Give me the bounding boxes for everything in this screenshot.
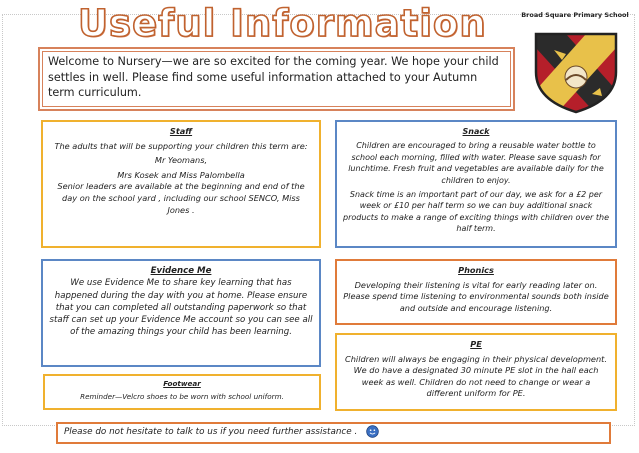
welcome-text: Welcome to Nursery—we are so excited for the coming year. We hope your child settles in well. Please find some useful information attached to your Autumn term curriculum. bbox=[48, 55, 499, 99]
snack-heading: Snack bbox=[462, 127, 490, 136]
school-name: Broad Square Primary School bbox=[521, 11, 629, 19]
phonics-text: Developing their listening is vital for early reading later on. Please spend time listening to environmental sounds both inside and outside and encourage listening. bbox=[343, 279, 609, 313]
staff-leaders: Senior leaders are available at the beginning and end of the day on the school yard , including our school SENCO, Miss Jones . bbox=[57, 181, 305, 215]
snack-box bbox=[335, 120, 617, 248]
page-title: Useful Information bbox=[78, 2, 487, 45]
school-crest-icon bbox=[526, 30, 626, 114]
pe-text: Children will always be engaging in their physical development. We do have a designated 30 minute PE slot in the hall each week as well. Children do not need to change or wear a different uniform for PE. bbox=[345, 353, 607, 399]
staff-assistants: Mrs Kosek and Miss Palombella bbox=[117, 169, 245, 180]
assistance-text: Please do not hesitate to talk to us if you need further assistance . bbox=[64, 427, 358, 437]
pe-box bbox=[335, 333, 617, 411]
staff-box bbox=[41, 120, 321, 248]
footwear-heading: Footwear bbox=[163, 379, 201, 388]
welcome-box bbox=[38, 47, 515, 111]
staff-teacher: Mr Yeomans, bbox=[154, 155, 208, 166]
phonics-box bbox=[335, 259, 617, 325]
assistance-box bbox=[56, 422, 611, 444]
evidence-me-text: We use Evidence Me to share key learning that has happened during the day with you at home. Please ensure that you can completed all outstanding paperwork so that staff can set up your Evidence Me account so you can see all of the amazing things your child has been learning. bbox=[49, 278, 313, 338]
staff-intro: The adults that will be supporting your children this term are: bbox=[54, 140, 308, 151]
evidence-me-heading: Evidence Me bbox=[150, 266, 212, 276]
footwear-text: Reminder—Velcro shoes to be worn with school uniform. bbox=[80, 392, 284, 401]
smiley-face-icon bbox=[366, 425, 379, 438]
pe-heading: PE bbox=[470, 339, 482, 349]
phonics-heading: Phonics bbox=[458, 265, 494, 275]
footwear-box bbox=[43, 374, 321, 410]
snack-para-2: Snack time is an important part of our day, we ask for a £2 per week or £10 per half term so we can buy additional snack products to make a range of exciting things with children over the half term. bbox=[343, 190, 609, 234]
evidence-me-box bbox=[41, 259, 321, 367]
staff-heading: Staff bbox=[169, 126, 193, 136]
snack-para-1: Children are encouraged to bring a reusable water bottle to school each morning, filled with water. Please save squash for lunchtime. Fresh fruit and vegetables are available daily for the children to enjoy. bbox=[348, 141, 604, 185]
